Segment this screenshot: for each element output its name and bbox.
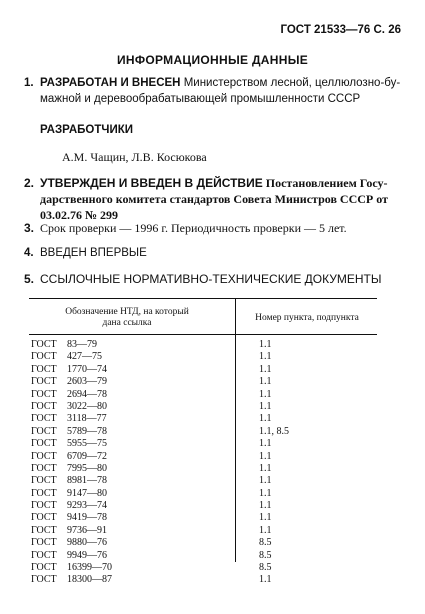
doc-prefix: ГОСТ [31,487,57,499]
point-number: 1.1 [259,500,272,512]
page-header: ГОСТ 21533—76 С. 26 [280,24,401,36]
table-row [29,376,377,388]
doc-designation [31,401,107,413]
doc-number: 3118—77 [67,413,107,425]
table-header-rule [29,334,377,335]
doc-designation [31,351,102,363]
section-5-text: ССЫЛОЧНЫЕ НОРМАТИВНО-ТЕХНИЧЕСКИЕ ДОКУМЕНТЫ [40,272,382,286]
col-header-document-line-1: Обозначение НТД, на который [65,307,189,317]
table-row [29,413,377,425]
section-1-number: 1. [24,77,34,89]
section-2-text-line-1: Постановлением Госу- [265,176,388,190]
doc-prefix: ГОСТ [31,413,57,425]
section-1-text-line-2: мажной и деревообрабатывающей промышленности СССР [40,93,361,105]
doc-prefix: ГОСТ [31,475,57,487]
point-number: 1.1 [259,450,272,462]
doc-prefix: ГОСТ [31,388,57,400]
doc-number: 3022—80 [67,400,107,412]
point-number: 1.1 [259,512,272,524]
doc-prefix: ГОСТ [31,376,57,388]
point-number: 1.1 [259,363,272,375]
developers-heading: РАЗРАБОТЧИКИ [40,124,133,136]
section-5 [24,271,414,287]
doc-prefix: ГОСТ [31,351,57,363]
table-row [29,389,377,401]
doc-designation [31,438,107,450]
section-3-number: 3. [24,221,35,235]
doc-designation [31,500,107,512]
section-2-text-line-3: 03.02.76 № 299 [40,208,119,222]
point-number: 1.1 [259,413,272,425]
doc-designation [31,488,107,500]
point-number: 8.5 [259,537,272,549]
doc-prefix: ГОСТ [31,549,57,561]
section-3 [24,220,347,236]
doc-prefix: ГОСТ [31,500,57,512]
table-row [29,550,377,562]
point-number: 8.5 [259,549,272,561]
point-number: 1.1 [259,400,272,412]
doc-number: 427—75 [67,351,102,363]
doc-number: 1770—74 [67,363,107,375]
doc-prefix: ГОСТ [31,574,57,586]
point-number: 8.5 [259,562,272,574]
doc-designation [31,537,107,549]
section-5-number: 5. [24,272,35,286]
doc-number: 83—79 [67,339,97,350]
section-2-heading: УТВЕРЖДЕН И ВВЕДЕН В ДЕЙСТВИЕ [40,176,263,190]
table-row [29,438,377,450]
doc-number: 9419—78 [67,512,107,524]
section-2 [24,175,388,223]
doc-designation [31,463,107,475]
doc-number: 5955—75 [67,438,107,450]
doc-designation [31,376,107,388]
col-header-point: Номер пункта, подпункта [255,313,359,323]
doc-number: 2603—79 [67,376,107,388]
table-row [29,500,377,512]
doc-prefix: ГОСТ [31,524,57,536]
table-row [29,525,377,537]
doc-designation [31,339,97,351]
doc-designation [31,550,107,562]
table-top-rule [29,298,377,299]
point-number: 1.1 [259,524,272,536]
doc-prefix: ГОСТ [31,462,57,474]
table-row [29,364,377,376]
doc-number: 5789—78 [67,425,107,437]
doc-number: 8981—78 [67,475,107,487]
table-row [29,463,377,475]
doc-designation [31,413,107,425]
doc-designation [31,389,107,401]
table-row [29,401,377,413]
table-row [29,537,377,549]
section-1 [24,75,400,107]
section-1-heading: РАЗРАБОТАН И ВНЕСЕН [40,77,181,89]
doc-designation [31,451,107,463]
doc-prefix: ГОСТ [31,363,57,375]
doc-number: 16399—70 [67,562,112,574]
section-2-number: 2. [24,176,35,190]
table-row [29,426,377,438]
doc-number: 7995—80 [67,462,107,474]
point-number: 1.1 [259,487,272,499]
point-number: 1.1 [259,339,272,350]
page-title: ИНФОРМАЦИОННЫЕ ДАННЫЕ [116,53,309,67]
table-row [29,574,377,586]
point-number: 1.1 [259,475,272,487]
point-number: 1.1 [259,574,272,586]
doc-designation [31,562,112,574]
section-4 [24,245,147,261]
point-number: 1.1 [259,438,272,450]
point-number: 1.1 [259,351,272,363]
doc-designation [31,525,107,537]
doc-number: 9147—80 [67,487,107,499]
table-body [29,339,377,587]
doc-prefix: ГОСТ [31,537,57,549]
doc-prefix: ГОСТ [31,562,57,574]
doc-prefix: ГОСТ [31,438,57,450]
table-row [29,451,377,463]
doc-number: 9949—76 [67,549,107,561]
table-row [29,512,377,524]
point-number: 1.1 [259,388,272,400]
doc-prefix: ГОСТ [31,450,57,462]
table-row [29,475,377,487]
doc-designation [31,475,107,487]
doc-number: 18300—87 [67,574,112,586]
doc-number: 2694—78 [67,388,107,400]
developers-names: А.М. Чащин, Л.В. Косюкова [62,150,207,164]
doc-prefix: ГОСТ [31,425,57,437]
doc-designation [31,574,112,586]
point-number: 1.1 [259,462,272,474]
doc-designation [31,364,107,376]
section-1-text-line-1: Министерством лесной, целлюлозно-бу- [183,77,401,89]
section-2-text-line-2: дарственного комитета стандартов Совета Министров СССР от [40,192,388,206]
doc-prefix: ГОСТ [31,400,57,412]
point-number: 1.1 [259,376,272,388]
col-header-document [37,307,217,329]
doc-number: 9880—76 [67,537,107,549]
col-header-document-line-2: дана ссылка [102,318,152,328]
doc-number: 9736—91 [67,524,107,536]
point-number: 1.1, 8.5 [259,425,289,437]
doc-number: 9293—74 [67,500,107,512]
table-row [29,351,377,363]
table-row [29,562,377,574]
section-4-number: 4. [24,247,34,259]
doc-prefix: ГОСТ [31,339,57,350]
doc-prefix: ГОСТ [31,512,57,524]
table-row [29,488,377,500]
doc-number: 6709—72 [67,450,107,462]
doc-designation [31,512,107,524]
table-row [29,339,377,351]
doc-designation [31,426,107,438]
section-4-text: ВВЕДЕН ВПЕРВЫЕ [40,247,147,259]
section-3-text: Срок проверки — 1996 г. Периодичность проверки — 5 лет. [40,221,347,235]
